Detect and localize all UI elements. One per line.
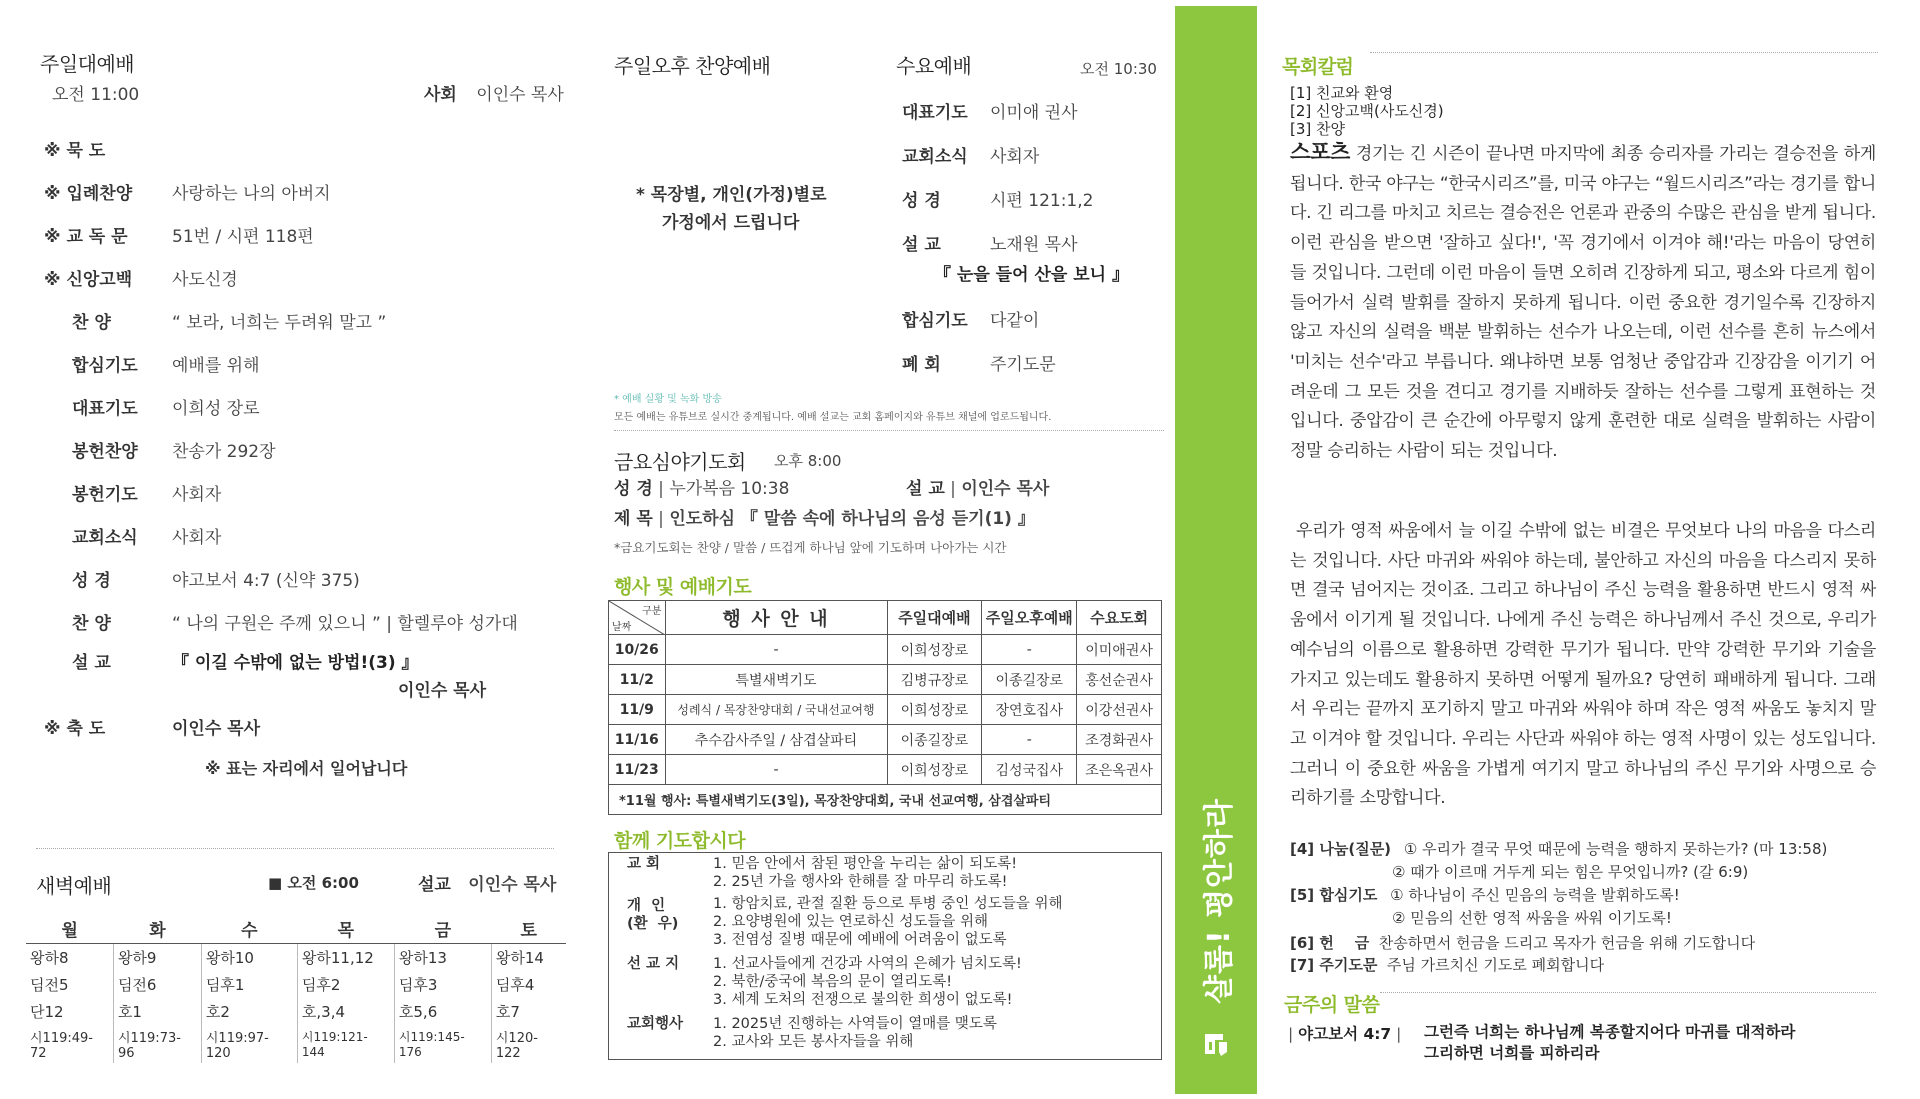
reading-cell: 왕하14 [495,948,544,967]
event-cell: 추수감사주일 / 삼겹살파티 [665,725,887,755]
table-row [26,971,566,998]
question-4b: ② 때가 이르매 거두게 되는 힘은 무엇입니까? (갈 6:9) [1392,863,1749,881]
reading-cell: 시119:73-96 [113,1025,201,1063]
verse-ref: | 야고보서 4:7 | [1288,1025,1402,1043]
order-item: 교회소식 사회자 [72,528,222,548]
table-cell: 조경화권사 [1077,725,1162,755]
dawn-title: 새벽예배 [36,874,112,898]
date-cell: 11/9 [609,695,666,725]
events-footnote: *11월 행사: 특별새벽기도(3일), 목장찬양대회, 국내 선교여행, 삼겹살파티 [609,785,1162,815]
prayer-group-label: 교회행사 [627,1016,684,1032]
prayer-group-label: 개 인 (환 우) [627,898,679,932]
reading-cell: 왕하13 [394,944,491,971]
toc-item: [2] 신앙고백(사도신경) [1290,102,1444,120]
friday-time: 오후 8:00 [774,452,842,470]
verse-title: 금주의 말씀 [1284,994,1380,1016]
broadcast-text: 모든 예배는 유튜브로 실시간 중계됩니다. 예배 설교는 교회 홈페이지와 유튜브 채널에 업로드됩니다. [614,412,1052,423]
wednesday-title: 수요예배 [896,54,972,78]
event-cell: 특별새벽기도 [665,665,887,695]
event-cell: - [665,635,887,665]
reading-cell: 시119:121-144 [297,1025,394,1063]
reading-cell: 왕하11,12 [297,944,394,971]
banner-text-wrap [1175,786,1257,1016]
divider [1380,992,1876,993]
dawn-time: ■ 오전 6:00 [268,874,359,892]
dawn-reading-table [26,914,566,1063]
broadcast-title: * 예배 실황 및 녹화 방송 [614,394,722,405]
table-cell: 조은옥권사 [1077,755,1162,785]
presider-label: 사회 [424,85,457,105]
table-cell: - [982,725,1077,755]
table-row [609,725,1162,755]
date-cell: 11/23 [609,755,666,785]
toc-item: [1] 친교와 환영 [1290,84,1394,102]
order-item: ※ 묵 도 [44,141,106,161]
table-row [609,695,1162,725]
column-body-p2: 우리가 영적 싸움에서 늘 이길 수밖에 없는 비결은 무엇보다 나의 마음을 다스리는 것입니다. 사단 마귀와 싸워야 하는데, 불안하고 자신의 마음을 다스리지 못하면 결국 넘어지는 것이죠. 그리고 하나님이 주신 능력을 활용하면 반드시 영적 싸움에서 이기게 될 것입니다. 나에게 주신 능력은 하나님께서 주신 것으로, 우리가 예수님의 이름으로 활용하면 강력한 무기가 됩니다. 만약 강력한 무기와 기술을 가지고 있는데도 활용하지 못하면 어떻게 될까요? 당연히 패배하게 됩니다. 그래서 우리는 끝까지 포기하지 말고 마귀와 싸워야 하며 작은 영적 싸움도 놓치지 말고 이겨야 할 것입니다. 우리는 사단과 싸워야 하는 영적 사명이 있는 성도입니다. 그러니 이 중요한 싸움을 가볍게 여기지 말고 하나님의 주신 무기와 사명으로 승리하기를 소망합니다. [1290,521,1876,809]
lead-word: 스포츠 [1290,140,1350,164]
table-row [609,635,1162,665]
question-5b: ② 믿음의 선한 영적 싸움을 싸워 이기도록! [1392,909,1672,927]
table-cell: 홍선순권사 [1077,665,1162,695]
prayer-group-label: 교 회 [627,856,661,872]
prayer-item: 3. 세계 도처의 전쟁으로 불의한 희생이 없도록! [713,992,1013,1008]
presider-value: 이인수 목사 [476,85,564,105]
prayer-item: 3. 전염성 질병 때문에 예배에 어려움이 없도록 [713,932,1007,948]
toc-item: [3] 찬양 [1290,120,1345,138]
verse-line: 그런즉 너희는 하나님께 복종할지어다 마귀를 대적하라 [1424,1023,1796,1041]
reading-cell: 시119:145-176 [394,1025,491,1063]
verse-line: 그리하면 너희를 피하리라 [1424,1044,1600,1062]
order-item: 설 교 『 이길 수밖에 없는 방법!(3) 』 [72,653,419,673]
friday-preacher: 설 교 | 이인수 목사 [906,479,1050,499]
events-header-row [609,601,1162,635]
order-item: ※ 축 도 이인수 목사 [44,719,261,739]
table-cell: 이강선권사 [1077,695,1162,725]
table-cell: 김성국집사 [982,755,1077,785]
table-cell: 이희성장로 [887,755,982,785]
reading-cell: 시119:97-120 [201,1025,297,1063]
day-header: 월 [26,914,113,944]
prayer-item: 1. 항암치료, 관절 질환 등으로 투병 중인 성도들을 위해 [713,896,1063,912]
table-row [26,998,566,1025]
wed-sermon-title: 『 눈을 들어 산을 보니 』 [934,265,1129,285]
reading-cell: 딤후4 [495,975,535,994]
table-row [609,755,1162,785]
table-cell: 이희성장로 [887,695,982,725]
reading-cell: 왕하10 [201,944,297,971]
order-item: ※ 교 독 문 51번 / 시편 118편 [44,227,314,247]
order-item: 찬 양 “ 보라, 너희는 두려워 말고 ” [72,313,387,333]
order-item: ※ 신앙고백 사도신경 [44,270,238,290]
friday-note: *금요기도회는 찬양 / 말씀 / 뜨겁게 하나님 앞에 기도하며 나아가는 시간 [614,540,1007,555]
footnote-row [609,785,1162,815]
corner-top-label: 구분 [642,606,662,617]
table-cell: 이미애권사 [1077,635,1162,665]
dawn-header-row [26,914,566,944]
prayer-group-label: 선 교 지 [627,956,680,972]
question-6: [6] 헌 금 찬송하면서 헌금을 드리고 목자가 헌금을 위해 기도합니다 [1290,934,1756,952]
date-cell: 11/16 [609,725,666,755]
event-cell: - [665,755,887,785]
date-cell: 10/26 [609,635,666,665]
friday-title: 금요심야기도회 [614,450,746,474]
order-item: 성 경 야고보서 4:7 (신약 375) [72,571,360,591]
column-header: 수요도회 [1077,601,1162,635]
column-header: 주일오후예배 [982,601,1077,635]
wed-item: 대표기도 이미애 권사 [902,103,1078,123]
order-item: 대표기도 이희성 장로 [72,399,260,419]
reading-cell: 호7 [495,1002,520,1021]
question-7: [7] 주기도문 주님 가르치신 기도로 폐회합니다 [1290,956,1605,974]
prayer-item: 2. 북한/중국에 복음의 문이 열리도록! [713,974,953,990]
dawn-preacher-label: 설교 [418,875,451,895]
paragraph-text: 경기는 긴 시즌이 끝나면 마지막에 최종 승리자를 가리는 결승전을 하게 됩니다. 한국 야구는 “한국시리즈”를, 미국 야구는 “월드시리즈”라는 경기를 합니다. 긴 리그를 마치고 치르는 결승전은 언론과 관중의 수많은 관심을 받게 됩니다. 이런 관심을 받으면 '잘하고 싶다!', '꼭 경기에서 이겨야 해!'라는 마음이 당연히 들 것입니다. 그런데 이런 마음이 들면 오히려 긴장하게 되고, 평소와 다르게 힘이 들어가서 실력 발휘를 잘하지 못하게 됩니다. 이런 중요한 경기일수록 긴장하지 않고 자신의 실력을 백분 발휘하는 선수가 나오는데, 이런 선수를 흔히 뉴스에서 '미치는 선수'라고 부릅니다. 왜냐하면 보통 엄청난 중압감과 긴장감을 이기기 어려운데 그 모든 것을 견디고 경기를 지배하듯 잘하는 선수를 그렇게 표현하는 것입니다. 중압감이 큰 순간에 아무렇지 않게 훈련한 대로 실력을 발휘하는 사람이 정말 승리하는 사람이 되는 것입니다. [1290,144,1876,462]
column-body-p1 [1290,138,1876,467]
order-item: ※ 입례찬양 사랑하는 나의 아버지 [44,184,331,204]
column-toc [1290,84,1444,138]
sermon-preacher: 이인수 목사 [398,681,487,701]
afternoon-title: 주일오후 찬양예배 [614,54,771,78]
table-row [26,1025,566,1063]
events-table [608,600,1162,815]
wednesday-time: 오전 10:30 [1080,60,1157,78]
day-header: 토 [491,914,566,944]
order-item: 봉헌기도 사회자 [72,485,222,505]
prayer-item: 1. 선교사들에게 건강과 사역의 은혜가 넘치도록! [713,956,1022,972]
prayer-item: 1. 2025년 진행하는 사역들이 열매를 맺도록 [713,1016,997,1032]
table-row [609,665,1162,695]
divider [1370,52,1878,53]
date-cell: 11/2 [609,665,666,695]
day-header: 화 [113,914,201,944]
reading-cell: 호5,6 [394,998,491,1025]
column-title: 목회칼럼 [1282,56,1354,78]
divider [614,430,1164,431]
table-cell: - [982,635,1077,665]
friday-scripture: 성 경 | 누가복음 10:38 [614,479,790,499]
corner-cell [609,601,666,635]
order-item: 봉헌찬양 찬송가 292장 [72,442,276,462]
table-cell: 이종길장로 [887,725,982,755]
sunday-title: 주일대예배 [40,52,135,76]
table-cell: 이희성장로 [887,635,982,665]
prayer-title: 함께 기도합시다 [614,830,746,852]
prayer-item: 2. 25년 가을 행사와 한해를 잘 마무리 하도록! [713,874,1008,890]
afternoon-note-2: 가정에서 드립니다 [662,213,800,233]
reading-cell: 호1 [113,998,201,1025]
order-item: 찬 양 “ 나의 구원은 주께 있으니 ” | 할렐루야 성가대 [72,614,518,634]
reading-cell: 호,3,4 [297,998,394,1025]
event-cell: 성례식 / 목장찬양대회 / 국내선교여행 [665,695,887,725]
day-header: 금 [394,914,491,944]
column-header: 주일대예배 [887,601,982,635]
reading-cell: 왕하9 [113,944,201,971]
green-banner [1175,6,1257,1094]
reading-cell: 딤후3 [394,971,491,998]
reading-cell: 시120-122 [495,1030,538,1061]
reading-cell: 딤전6 [113,971,201,998]
corner-bottom-label: 날짜 [612,622,632,633]
wed-item: 설 교 노재원 목사 [902,235,1078,255]
question-4: [4] 나눔(질문) ① 우리가 결국 무엇 때문에 능력을 행하지 못하는가? (마 13:58) [1290,840,1828,858]
verse-text [1424,1022,1795,1064]
day-header: 목 [297,914,394,944]
reading-cell: 단12 [26,998,113,1025]
reading-cell: 왕하8 [26,944,113,971]
divider [36,848,554,849]
events-title: 행사 및 예배기도 [614,576,752,598]
column-header: 행 사 안 내 [665,601,887,635]
table-row [26,944,566,971]
afternoon-note-1: * 목장별, 개인(가정)별로 [636,185,827,205]
sunday-time: 오전 11:00 [52,85,140,105]
prayer-box [608,852,1162,1060]
wed-item: 폐 회 주기도문 [902,355,1056,375]
prayer-item: 2. 요양병원에 있는 연로하신 성도들을 위해 [713,914,988,930]
standing-note: ※ 표는 자리에서 일어납니다 [205,759,408,778]
reading-cell: 딤전5 [26,971,113,998]
order-item: 합심기도 예배를 위해 [72,356,260,376]
reading-cell: 호2 [201,998,297,1025]
wed-item: 합심기도 다같이 [902,311,1040,331]
church-logo-icon [1201,1028,1231,1058]
banner-text: 샬롬! 평안하라 [1202,797,1238,1005]
table-cell: 장연호집사 [982,695,1077,725]
dawn-preacher-value: 이인수 목사 [468,875,557,895]
reading-cell: 딤후2 [297,971,394,998]
question-5: [5] 합심기도 ① 하나님이 주신 믿음의 능력을 발휘하도록! [1290,886,1680,904]
day-header: 수 [201,914,297,944]
wed-item: 교회소식 사회자 [902,147,1040,167]
prayer-item: 2. 교사와 모든 봉사자들을 위해 [713,1034,914,1050]
wed-item: 성 경 시편 121:1,2 [902,191,1094,211]
reading-cell: 시119:49-72 [26,1025,113,1063]
friday-subject: 제 목 | 인도하심 『 말씀 속에 하나님의 음성 듣기(1) 』 [614,509,1035,529]
table-cell: 이종길장로 [982,665,1077,695]
table-cell: 김병규장로 [887,665,982,695]
prayer-item: 1. 믿음 안에서 참된 평안을 누리는 삶이 되도록! [713,856,1018,872]
reading-cell: 딤후1 [201,971,297,998]
